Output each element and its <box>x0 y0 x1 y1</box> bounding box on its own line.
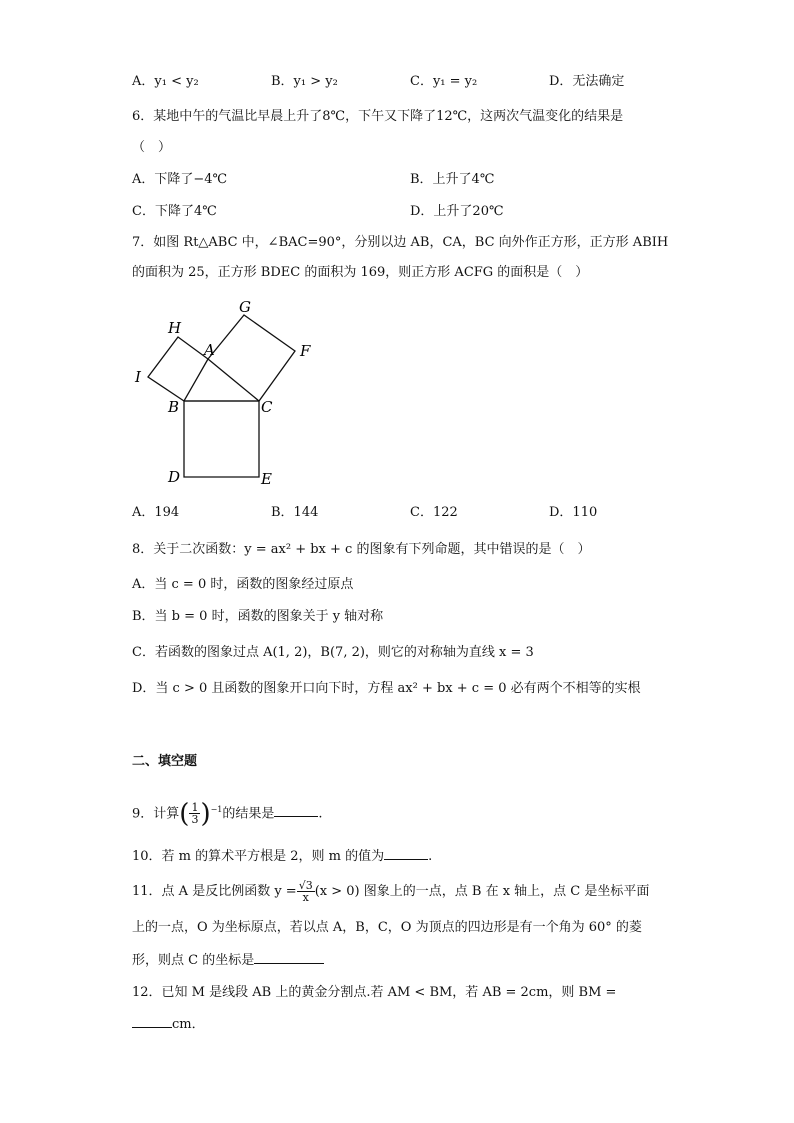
q12-line2 <box>132 1015 205 1034</box>
q11-fraction-denominator: x <box>302 891 309 904</box>
q7-option-b: B．144 <box>271 505 319 520</box>
q11-answer-blank[interactable] <box>254 951 324 964</box>
q7-stem-line1: 7．如图 Rt△ABC 中，∠BAC=90°，分别以边 AB，CA，BC 向外作正方形，正方形 ABIH <box>132 235 669 250</box>
q12-answer-blank[interactable] <box>132 1015 172 1028</box>
q9-fraction <box>189 802 200 825</box>
q5-option-c: C．y₁ = y₂ <box>410 74 478 89</box>
q9-paren-close: ) <box>200 798 211 829</box>
q11-line2: 上的一点，O 为坐标原点，若以点 A，B，C，O 为顶点的四边形是有一个角为 60° 的菱 <box>132 920 642 935</box>
q9-line <box>132 792 323 832</box>
label-d: D <box>168 468 181 486</box>
label-g: G <box>239 298 251 316</box>
q9-suffix: 的结果是 <box>222 806 275 822</box>
q12-line1: 12．已知 M 是线段 AB 上的黄金分割点.若 AM < BM，若 AB = 2cm，则 BM = <box>132 985 617 1000</box>
q9-fraction-numerator: 1 <box>191 801 199 815</box>
label-e: E <box>261 470 272 488</box>
q11-fraction <box>297 880 315 903</box>
square-abih <box>148 337 208 401</box>
q6-option-b: B．上升了4℃ <box>410 172 495 187</box>
q11-prefix: 11．点 A 是反比例函数 y = <box>132 884 297 899</box>
q7-option-a: A．194 <box>132 505 180 520</box>
q7-option-d: D．110 <box>549 505 598 520</box>
q12-unit: cm． <box>172 1017 205 1032</box>
square-bdec <box>184 401 259 477</box>
q11-line3 <box>132 951 324 970</box>
q10-answer-blank[interactable] <box>384 847 428 860</box>
section-fill-in-title: 二、填空题 <box>132 754 198 769</box>
q11-line1 <box>132 874 649 910</box>
label-h: H <box>168 319 182 337</box>
q8-option-b: B．当 b = 0 时，函数的图象关于 y 轴对称 <box>132 609 384 624</box>
label-b: B <box>168 398 180 416</box>
q6-stem-line2: （ ） <box>132 140 172 155</box>
q6-option-d: D．上升了20℃ <box>410 204 504 219</box>
q10-line <box>132 847 432 866</box>
q9-exponent: −1 <box>210 805 223 814</box>
q9-end: . <box>318 806 323 822</box>
q11-line3-text: 形，则点 C 的坐标是 <box>132 953 255 968</box>
square-acfg <box>208 315 295 401</box>
q10-end: . <box>428 849 433 864</box>
q6-option-a: A．下降了−4℃ <box>132 172 228 187</box>
q10-text: 10．若 m 的算术平方根是 2，则 m 的值为 <box>132 849 385 864</box>
label-c: C <box>261 398 273 416</box>
label-f: F <box>300 342 311 360</box>
label-i: I <box>135 368 141 386</box>
q9-fraction-denominator: 3 <box>191 813 199 827</box>
q6-stem-line1: 6．某地中午的气温比早晨上升了8℃，下午又下降了12℃，这两次气温变化的结果是 <box>132 109 624 124</box>
q7-geometry-figure <box>130 295 330 490</box>
q6-option-c: C．下降了4℃ <box>132 204 217 219</box>
q9-paren-open: ( <box>179 798 190 829</box>
q5-option-b: B．y₁ > y₂ <box>271 74 338 89</box>
q11-fraction-numerator: √3 <box>298 879 313 892</box>
q8-option-d: D．当 c > 0 且函数的图象开口向下时，方程 ax² + bx + c = 0 必有两个不相等的实根 <box>132 681 641 696</box>
q9-prefix: 9．计算 <box>132 806 180 822</box>
q8-option-a: A．当 c = 0 时，函数的图象经过原点 <box>132 577 354 592</box>
q11-condition: (x > 0) 图象上的一点，点 B 在 x 轴上，点 C 是坐标平面 <box>314 884 650 899</box>
q7-option-c: C．122 <box>410 505 458 520</box>
q9-answer-blank[interactable] <box>274 804 318 817</box>
q5-option-d: D．无法确定 <box>549 74 625 89</box>
q8-option-c: C．若函数的图象过点 A(1, 2)，B(7, 2)，则它的对称轴为直线 x = 3 <box>132 645 534 660</box>
q7-stem-line2: 的面积为 25，正方形 BDEC 的面积为 169，则正方形 ACFG 的面积是（ ） <box>132 265 589 280</box>
q8-stem: 8．关于二次函数：y = ax² + bx + c 的图象有下列命题，其中错误的是（ ） <box>132 542 591 557</box>
label-a: A <box>204 341 215 359</box>
q5-option-a: A．y₁ < y₂ <box>132 74 199 89</box>
